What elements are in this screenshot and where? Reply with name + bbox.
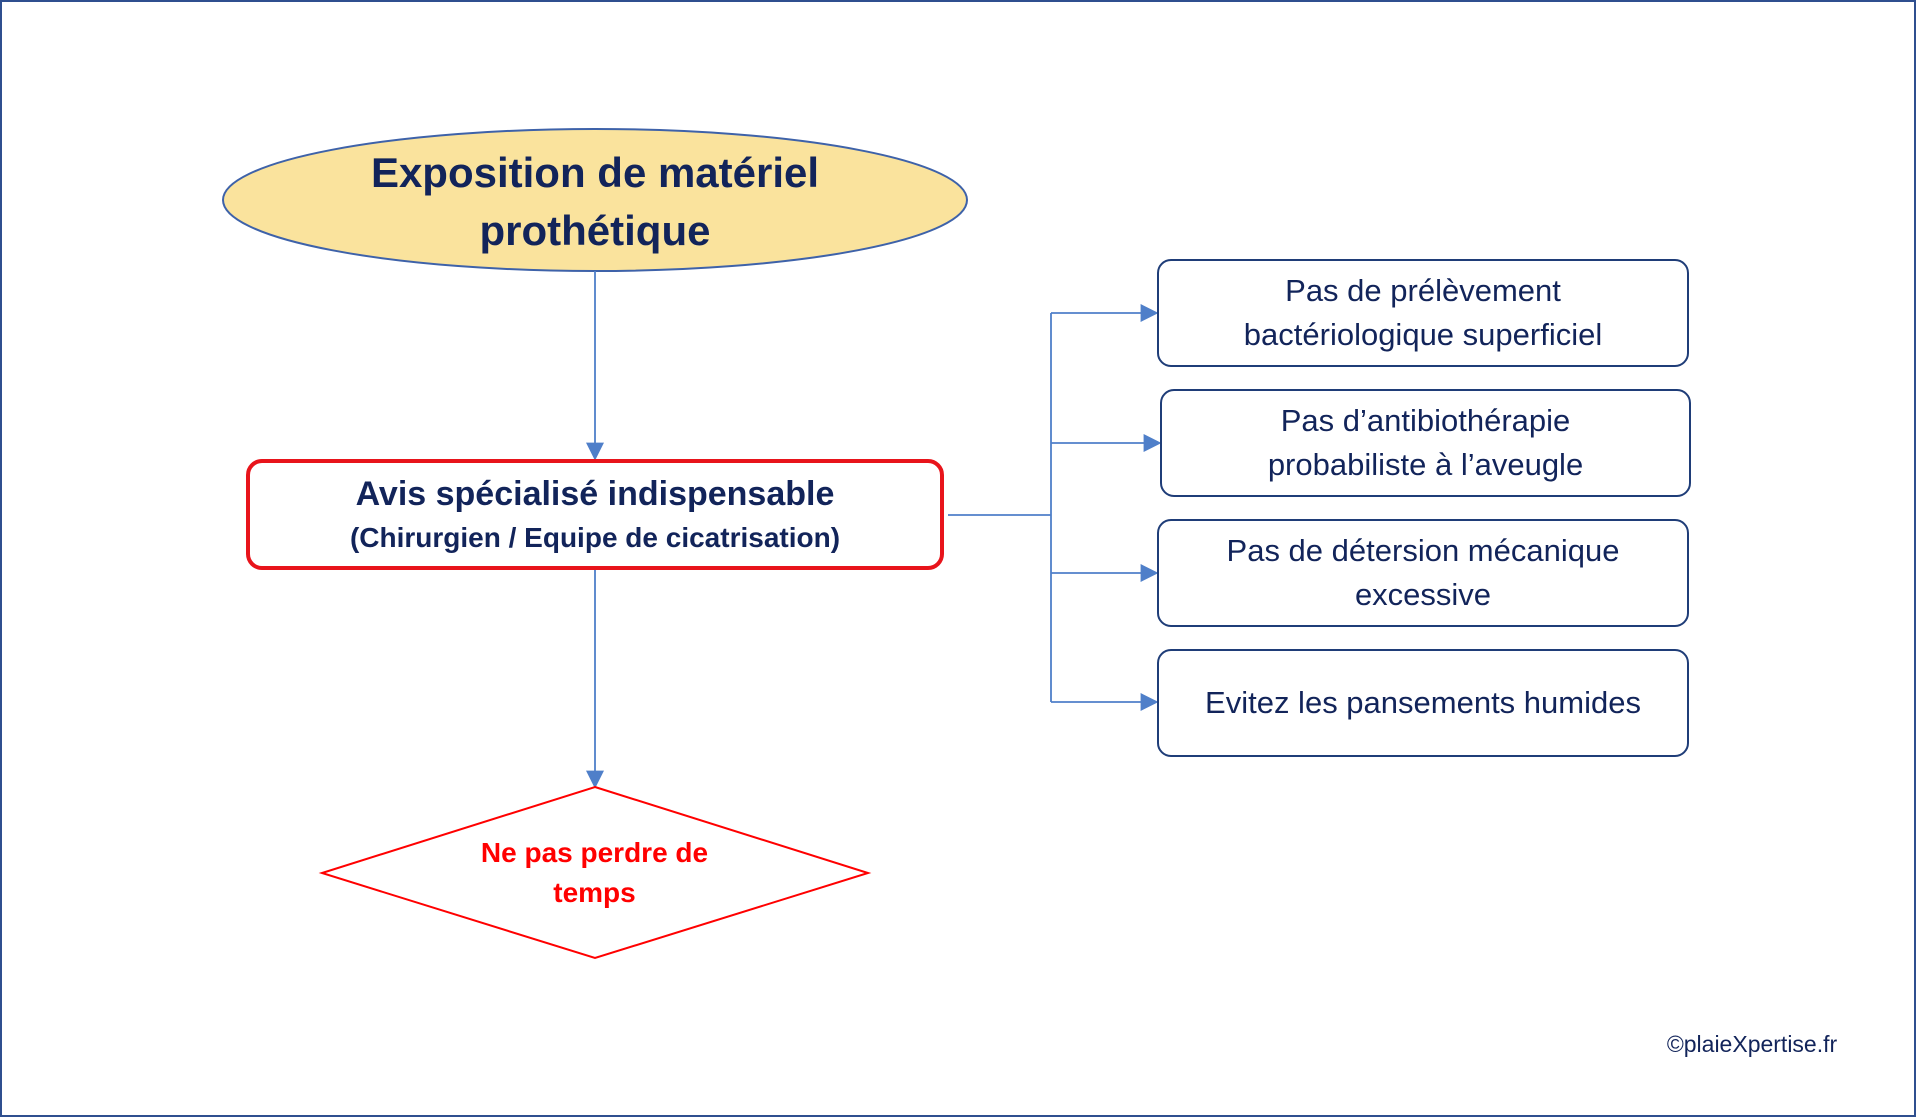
action-box-1-line-2: bactériologique superficiel [1243,317,1603,352]
action-box-1-line-1: Pas de prélèvement [1285,273,1561,308]
specialist-opinion-subtitle: (Chirurgien / Equipe de cicatrisation) [349,521,841,553]
copyright-text: ©plaieXpertise.fr [1666,1031,1838,1057]
decision-node-line-1: Ne pas perdre de [480,837,709,868]
start-node-text [224,132,966,272]
specialist-opinion-box [246,459,944,570]
action-box-2-line-1: Pas d’antibiothérapie [1280,403,1571,438]
action-box-3-line-1: Pas de détersion mécanique [1226,533,1620,568]
action-box-4-line-1: Evitez les pansements humides [1205,685,1641,720]
decision-node-line-2: temps [553,877,636,908]
action-box-3-line-2: excessive [1354,577,1492,612]
action-box-2-line-2: probabiliste à l’aveugle [1267,447,1584,482]
start-node-line-1: Exposition de matériel [370,149,820,196]
start-node-line-2: prothétique [479,207,711,254]
decision-node-text [432,828,757,918]
action-box-no-excessive-debridement [1157,519,1689,627]
action-box-avoid-wet-dressings [1157,649,1689,757]
action-box-no-superficial-sampling [1157,259,1689,367]
specialist-opinion-title: Avis spécialisé indispensable [355,474,835,513]
action-box-no-blind-antibiotics [1160,389,1691,497]
